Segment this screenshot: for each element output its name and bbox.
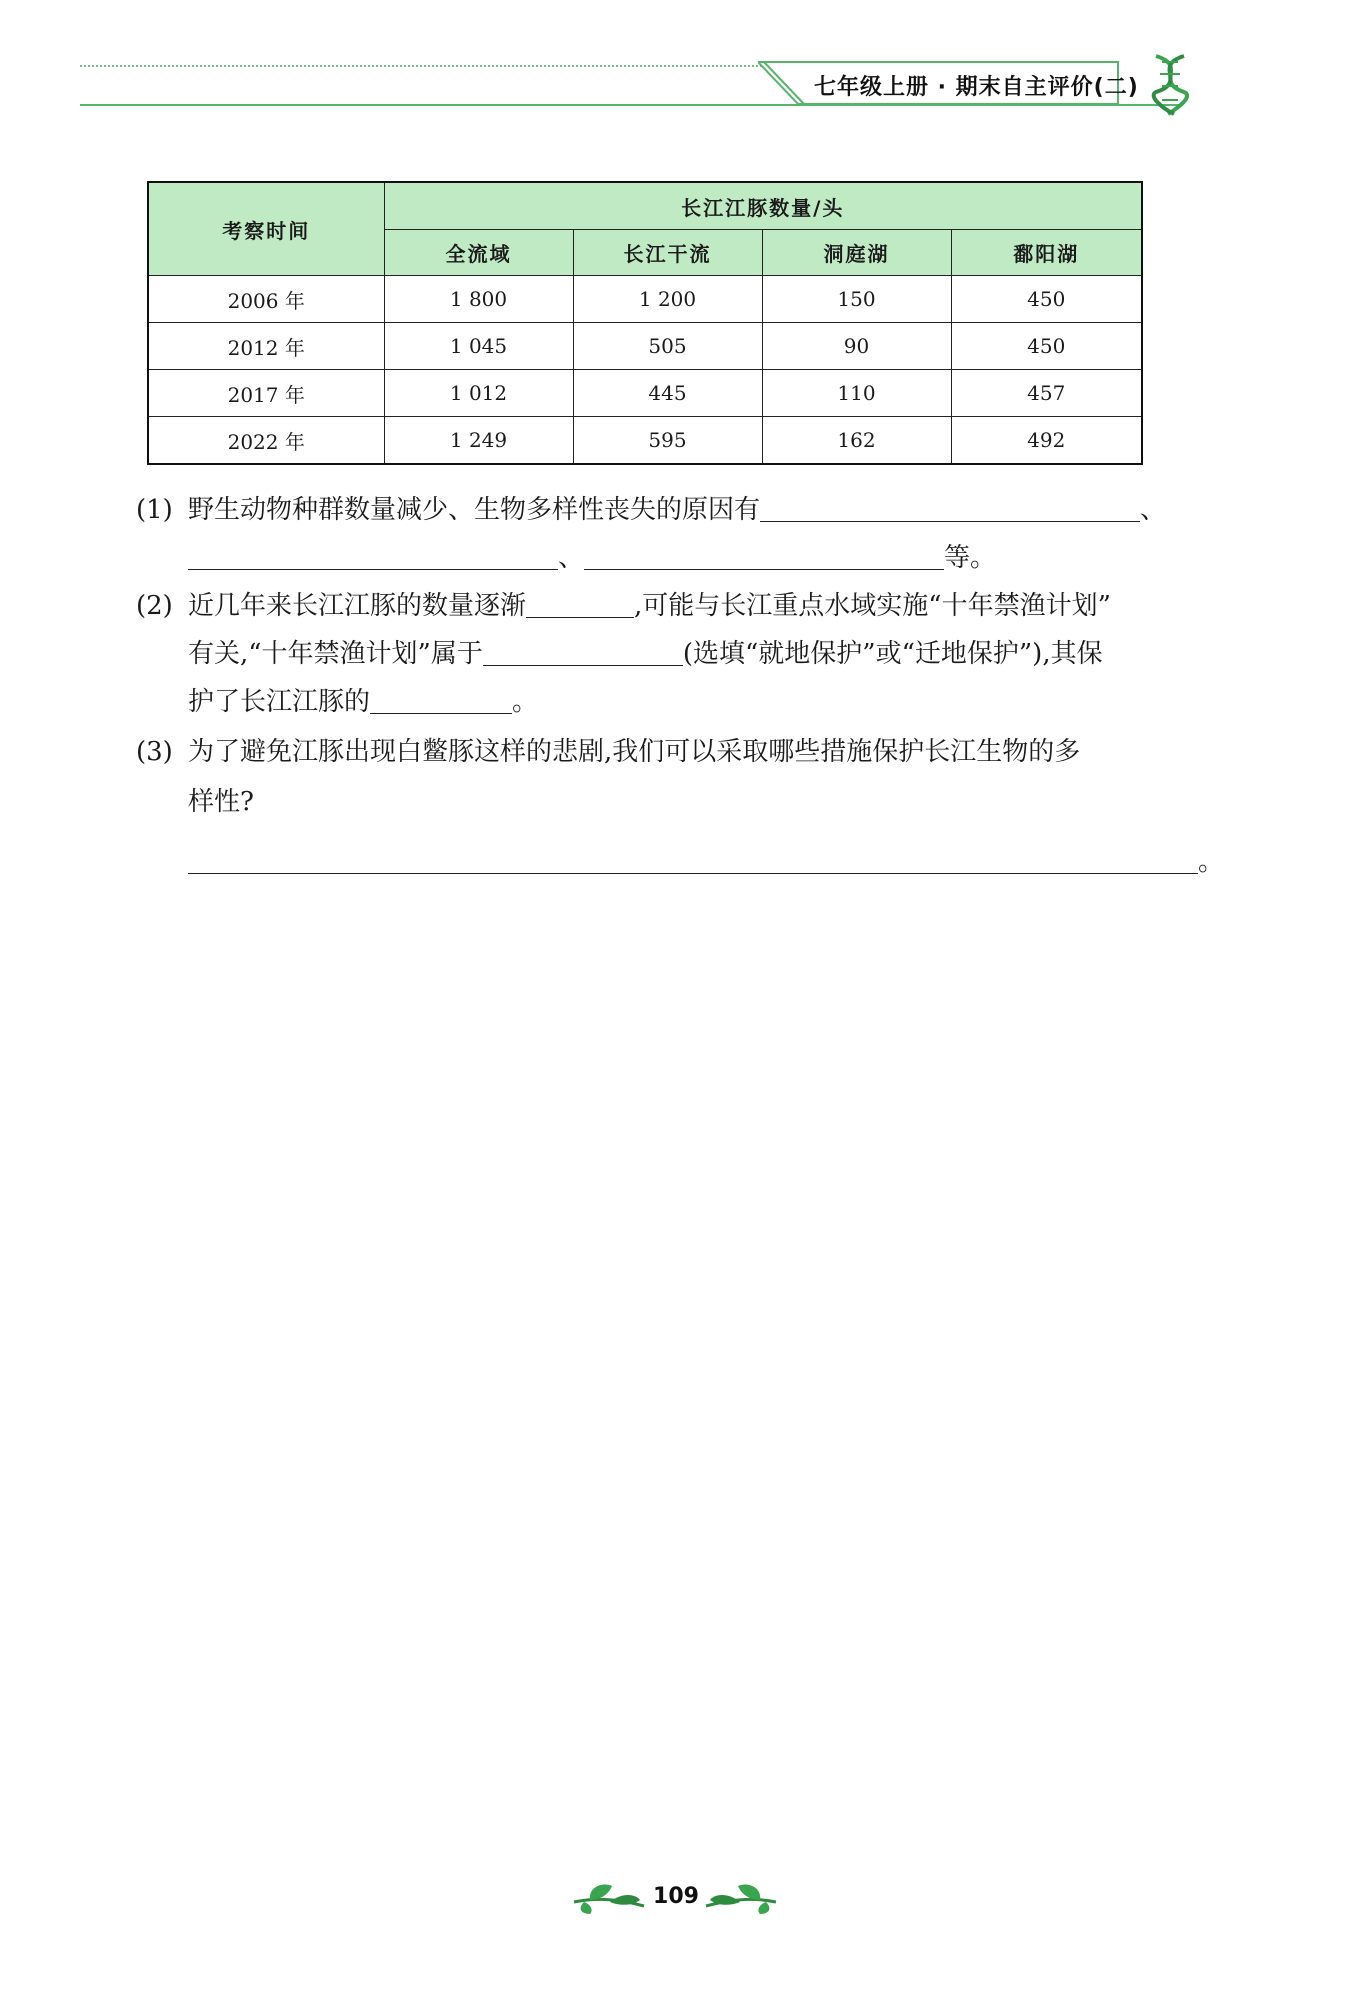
- corner-header: 考察时间: [148, 182, 384, 276]
- header-tab: [758, 60, 1154, 106]
- year-cell: 2006 年: [148, 276, 384, 323]
- year-cell: 2017 年: [148, 370, 384, 417]
- table-row: [148, 370, 1142, 417]
- question-text: 。: [1198, 847, 1225, 877]
- value-cell: 162: [762, 417, 951, 465]
- year-cell: 2022 年: [148, 417, 384, 465]
- value-cell: 150: [762, 276, 951, 323]
- table-row: [148, 276, 1142, 323]
- answer-blank[interactable]: [526, 587, 634, 618]
- value-cell: 1 249: [384, 417, 573, 465]
- question-text: 样性?: [188, 787, 254, 817]
- question-3-answer-line: [188, 838, 1224, 886]
- value-cell: 90: [762, 323, 951, 370]
- dna-icon: [1148, 52, 1194, 118]
- separator: 、: [558, 543, 585, 573]
- footer: [570, 1876, 780, 1920]
- column-header: 全流域: [384, 230, 573, 276]
- answer-blank[interactable]: [584, 539, 944, 570]
- column-header: 洞庭湖: [762, 230, 951, 276]
- value-cell: 1 012: [384, 370, 573, 417]
- page-number: 109: [653, 1884, 699, 1909]
- right-leaf-icon: [700, 1876, 780, 1920]
- header-dotted-rule: [80, 65, 770, 67]
- question-1: [136, 486, 1166, 534]
- question-text: 有关,“十年禁渔计划”属于: [188, 639, 483, 669]
- question-text: 为了避免江豚出现白鳖豚这样的悲剧,我们可以采取哪些措施保护长江生物的多: [188, 737, 1081, 767]
- question-text: 等。: [944, 543, 997, 573]
- question-text: 护了长江江豚的: [188, 687, 371, 717]
- group-header: 长江江豚数量/头: [384, 182, 1142, 230]
- question-text: 近几年来长江江豚的数量逐渐: [188, 591, 527, 621]
- answer-blank[interactable]: [483, 635, 683, 666]
- value-cell: 492: [951, 417, 1142, 465]
- question-text: (选填“就地保护”或“迁地保护”),其保: [682, 639, 1103, 669]
- question-3-line-2: [188, 778, 254, 826]
- table-row: [148, 323, 1142, 370]
- answer-blank[interactable]: [188, 539, 558, 570]
- question-2: [136, 582, 1111, 630]
- separator: 、: [1140, 495, 1167, 525]
- value-cell: 505: [573, 323, 762, 370]
- value-cell: 1 045: [384, 323, 573, 370]
- value-cell: 457: [951, 370, 1142, 417]
- question-1-line-2: [188, 534, 996, 582]
- question-text: 野生动物种群数量减少、生物多样性丧失的原因有: [188, 495, 761, 525]
- question-2-line-2: [188, 630, 1103, 678]
- question-number: (1): [136, 495, 173, 525]
- value-cell: 110: [762, 370, 951, 417]
- year-cell: 2012 年: [148, 323, 384, 370]
- question-3: [136, 728, 1080, 776]
- column-header: 长江干流: [573, 230, 762, 276]
- question-text: ,可能与长江重点水域实施“十年禁渔计划”: [634, 591, 1111, 621]
- answer-blank[interactable]: [188, 843, 1198, 874]
- value-cell: 595: [573, 417, 762, 465]
- header-title: 七年级上册 · 期末自主评价(二): [814, 75, 1139, 100]
- question-2-line-3: [188, 678, 538, 726]
- left-leaf-icon: [570, 1876, 650, 1920]
- dolphin-count-table: [147, 181, 1143, 465]
- answer-blank[interactable]: [760, 491, 1140, 522]
- value-cell: 1 800: [384, 276, 573, 323]
- question-number: (2): [136, 591, 173, 621]
- value-cell: 445: [573, 370, 762, 417]
- column-header: 鄱阳湖: [951, 230, 1142, 276]
- question-number: (3): [136, 737, 173, 767]
- answer-blank[interactable]: [370, 683, 512, 714]
- value-cell: 1 200: [573, 276, 762, 323]
- value-cell: 450: [951, 276, 1142, 323]
- value-cell: 450: [951, 323, 1142, 370]
- table-row: [148, 417, 1142, 465]
- question-text: 。: [512, 687, 539, 717]
